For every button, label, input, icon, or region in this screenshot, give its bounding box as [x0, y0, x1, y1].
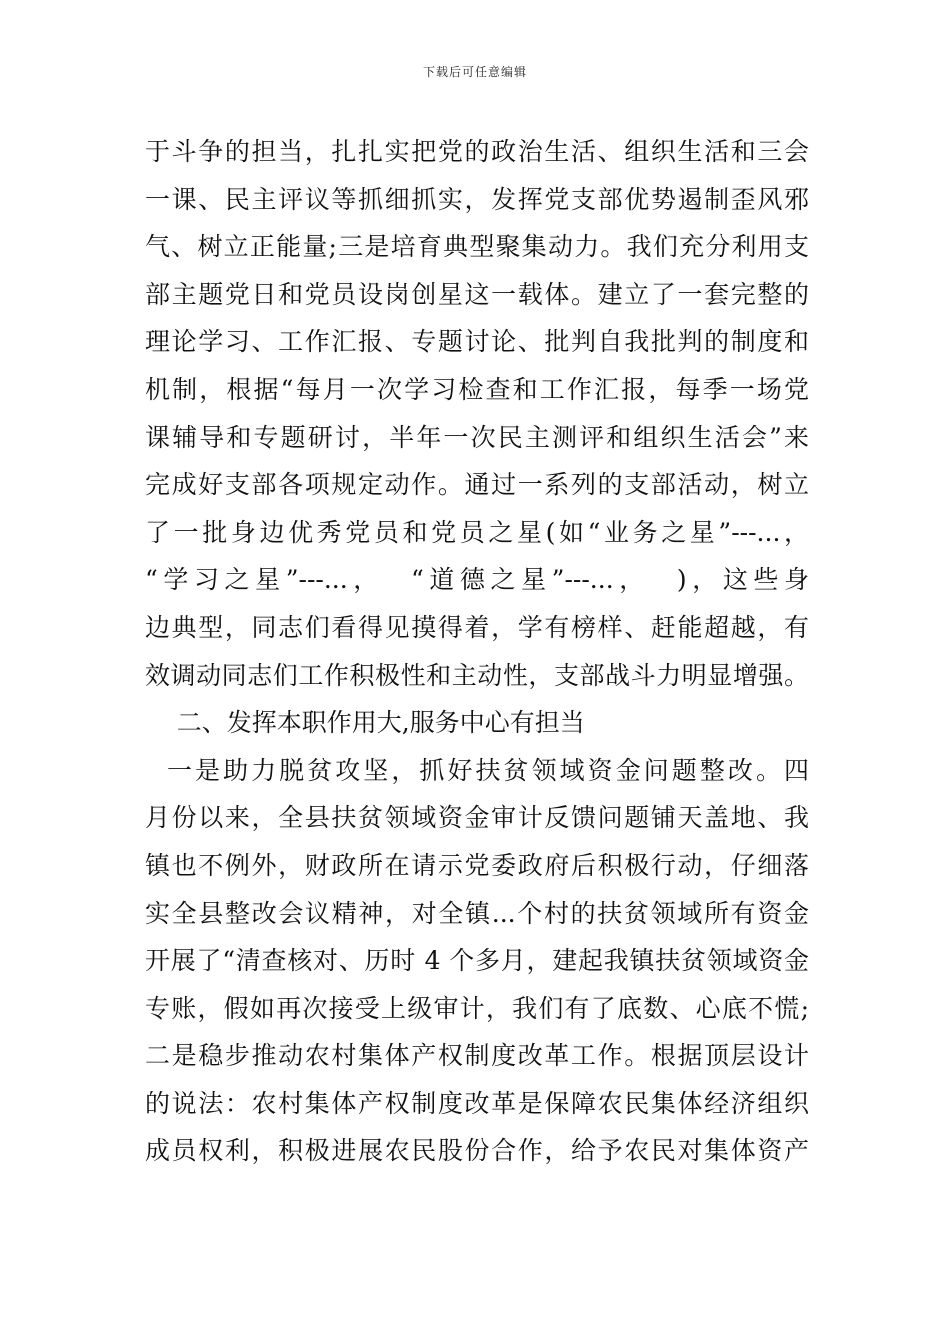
page-header: 下载后可任意编辑 — [422, 65, 527, 79]
text-line: 的说法：农村集体产权制度改革是保障农民集体经济组织 — [145, 1088, 809, 1118]
body-text — [145, 128, 809, 1175]
text-line: 成员权利，积极进展农民股份合作，给予农民对集体资产 — [145, 1136, 809, 1166]
text-line: 理论学习、工作汇报、专题讨论、批判自我批判的制度和 — [145, 327, 809, 357]
text-line: 二、发挥本职作用大,服务中心有担当 — [145, 708, 585, 738]
text-line: 部主题党日和党员设岗创星这一载体。建立了一套完整的 — [145, 279, 809, 309]
text-line: 机制，根据“每月一次学习检查和工作汇报，每季一场党 — [145, 374, 809, 404]
text-line: 开展了“清查核对、历时 4 个多月，建起我镇扶贫领域资金 — [145, 946, 809, 976]
text-line: 完成好支部各项规定动作。通过一系列的支部活动，树立 — [145, 470, 809, 500]
text-line: 气、树立正能量;三是培育典型聚集动力。我们充分利用支 — [145, 232, 809, 262]
text-line: 镇也不例外，财政所在请示党委政府后积极行动，仔细落 — [145, 850, 809, 880]
text-line: 一是助力脱贫攻坚，抓好扶贫领域资金问题整改。四 — [145, 755, 809, 785]
text-line: 月份以来，全县扶贫领域资金审计反馈问题铺天盖地、我 — [145, 803, 809, 833]
text-line: 课辅导和专题研讨，半年一次民主测评和组织生活会”来 — [145, 422, 809, 452]
text-line: 了一批身边优秀党员和党员之星(如“业务之星”---...， — [145, 517, 809, 547]
text-line: 一课、民主评议等抓细抓实，发挥党支部优势遏制歪风邪 — [145, 184, 809, 214]
text-line: 效调动同志们工作积极性和主动性，支部战斗力明显增强。 — [145, 660, 809, 690]
text-line: 于斗争的担当，扎扎实把党的政治生活、组织生活和三会 — [145, 137, 809, 166]
text-line: 实全县整改会议精神，对全镇...个村的扶贫领域所有资金 — [145, 898, 809, 928]
text-line: 二是稳步推动农村集体产权制度改革工作。根据顶层设计 — [145, 1041, 809, 1071]
text-line: “学习之星”---...， “道德之星”---...， )，这些身 — [145, 565, 809, 595]
text-line: 边典型，同志们看得见摸得着，学有榜样、赶能超越，有 — [145, 612, 809, 642]
text-line: 专账，假如再次接受上级审计，我们有了底数、心底不慌; — [145, 993, 809, 1023]
